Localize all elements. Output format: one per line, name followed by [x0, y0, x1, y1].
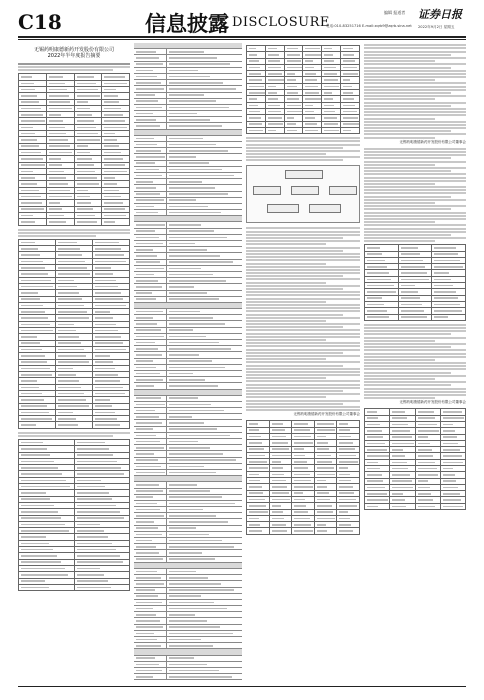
table-cell — [440, 503, 465, 509]
text-line — [246, 380, 360, 382]
text-line — [246, 231, 360, 233]
text-line — [364, 368, 466, 370]
text-line — [364, 73, 466, 75]
text-line — [246, 237, 343, 239]
text-line — [364, 127, 466, 129]
text-line — [364, 186, 466, 188]
table-cell — [390, 503, 415, 509]
table-cell — [269, 528, 292, 534]
table-cell — [93, 422, 130, 428]
table-cell — [19, 584, 75, 590]
text-line — [364, 98, 435, 100]
text-line — [364, 89, 466, 91]
text-line — [364, 228, 466, 230]
text-line — [364, 63, 466, 65]
text-line — [364, 70, 466, 72]
text-line — [364, 177, 466, 179]
text-line — [246, 243, 326, 245]
text-line — [18, 69, 113, 71]
text-line — [246, 390, 343, 392]
text-line — [246, 368, 360, 370]
table-cell — [398, 314, 432, 320]
text-line — [246, 259, 360, 261]
text-line — [246, 387, 360, 389]
text-line — [246, 144, 360, 146]
text-line — [364, 47, 466, 49]
text-line — [364, 102, 466, 104]
issue-date: 2022年9月2日 星期五 — [418, 25, 455, 29]
table-cell — [341, 127, 360, 133]
org-structure-diagram — [246, 165, 360, 223]
column-4 — [364, 43, 466, 680]
text-line — [364, 208, 451, 210]
text-line — [364, 189, 466, 191]
text-line — [246, 282, 326, 284]
text-line — [364, 164, 435, 166]
text-line — [246, 140, 360, 142]
text-line — [364, 154, 466, 156]
text-line — [364, 362, 466, 364]
text-line — [364, 51, 466, 53]
text-line — [364, 60, 435, 62]
text-line — [364, 378, 435, 380]
text-line — [364, 218, 466, 220]
text-line — [246, 396, 326, 398]
text-line — [364, 394, 466, 396]
text-line — [246, 352, 343, 354]
column-1 — [18, 43, 130, 680]
text-line — [364, 224, 466, 226]
text-line — [18, 66, 130, 68]
text-line — [364, 114, 466, 116]
text-line — [246, 227, 360, 229]
text-line — [364, 95, 466, 97]
text-line — [364, 327, 466, 329]
text-line — [364, 151, 466, 153]
text-line — [364, 384, 451, 386]
text-line — [246, 349, 360, 351]
text-line — [246, 342, 360, 344]
table-cell — [303, 127, 322, 133]
text-line — [246, 272, 360, 274]
text-line — [246, 234, 360, 236]
text-line — [246, 240, 360, 242]
text-line — [364, 86, 466, 88]
text-line — [364, 388, 466, 390]
text-line — [364, 202, 435, 204]
text-line — [246, 263, 326, 265]
table-cell — [365, 503, 390, 509]
text-line — [246, 266, 360, 268]
diagram-box — [291, 186, 319, 195]
column-2 — [134, 43, 242, 680]
table-cell — [292, 528, 315, 534]
company-name: 无锡药明康德新药开发股份有限公司 — [33, 47, 114, 53]
text-line — [364, 330, 466, 332]
text-line — [246, 314, 343, 316]
text-line — [364, 391, 466, 393]
text-line — [246, 253, 360, 255]
text-line — [364, 105, 451, 107]
text-line — [18, 432, 130, 434]
text-line — [246, 365, 343, 367]
text-line — [246, 147, 343, 149]
diagram-box — [267, 204, 299, 213]
text-line — [364, 356, 466, 358]
table-cell — [365, 314, 399, 320]
text-line — [364, 324, 466, 326]
text-line — [246, 307, 360, 309]
text-line — [246, 275, 343, 277]
text-line — [364, 121, 466, 123]
notice-table — [364, 244, 466, 321]
text-line — [246, 317, 360, 319]
text-line — [246, 310, 360, 312]
vote-table — [364, 408, 466, 510]
table-row — [134, 674, 242, 680]
text-line — [246, 339, 326, 341]
table-cell — [284, 127, 303, 133]
text-line — [246, 269, 360, 271]
table-cell — [265, 127, 284, 133]
diagram-box — [309, 204, 341, 213]
text-line — [364, 82, 466, 84]
text-line — [364, 212, 466, 214]
header-rule-thin — [18, 39, 466, 40]
newspaper-masthead: 证券日报 — [418, 8, 462, 21]
text-line — [246, 374, 360, 376]
text-line — [364, 92, 451, 94]
text-line — [364, 199, 466, 201]
text-line — [364, 353, 466, 355]
page-number: C18 — [18, 10, 62, 34]
text-line — [364, 44, 466, 46]
page-header — [0, 0, 484, 46]
text-line — [246, 403, 343, 405]
text-line — [246, 336, 360, 338]
text-line — [246, 285, 360, 287]
text-line — [364, 133, 466, 135]
text-line — [364, 137, 435, 139]
text-line — [246, 156, 360, 158]
text-line — [364, 108, 466, 110]
text-line — [364, 375, 466, 377]
signoff: 无锡药明康德新药开发股份有限公司董事会 — [399, 139, 466, 144]
text-line — [364, 205, 466, 207]
text-line — [246, 371, 360, 373]
text-line — [246, 329, 360, 331]
text-line — [246, 320, 326, 322]
text-line — [246, 137, 360, 139]
table-cell — [247, 528, 270, 534]
table-cell — [102, 219, 130, 225]
text-line — [246, 288, 343, 290]
text-line — [364, 381, 466, 383]
text-line — [246, 298, 360, 300]
text-line — [246, 294, 360, 296]
text-line — [364, 111, 466, 113]
text-line — [364, 118, 435, 120]
header-rule-thick — [18, 36, 466, 38]
text-line — [246, 323, 360, 325]
text-line — [246, 377, 326, 379]
text-line — [246, 153, 326, 155]
text-line — [364, 215, 466, 217]
text-line — [364, 397, 435, 399]
text-line — [246, 301, 326, 303]
table-cell — [46, 219, 74, 225]
text-line — [364, 372, 451, 374]
text-line — [246, 304, 360, 306]
text-line — [246, 361, 360, 363]
text-line — [364, 349, 466, 351]
text-line — [364, 170, 451, 172]
text-line — [246, 256, 360, 258]
text-line — [246, 247, 360, 249]
table-cell — [415, 503, 440, 509]
text-line — [246, 400, 360, 402]
text-line — [364, 167, 466, 169]
text-line — [364, 183, 435, 185]
financial-table — [18, 239, 130, 429]
footer-rule — [18, 686, 466, 687]
column-3 — [246, 43, 360, 680]
text-line — [246, 291, 360, 293]
text-line — [364, 343, 466, 345]
text-line — [364, 173, 466, 175]
signoff: 无锡药明康德新药开发股份有限公司董事会 — [293, 412, 360, 417]
text-line — [246, 159, 343, 161]
text-line — [364, 157, 451, 159]
text-line — [364, 346, 451, 348]
section-title: 信息披露 — [145, 11, 229, 36]
contact-info: 电话:010-83251716 E-mail:zqrb9@zqrb.sina.net — [326, 24, 412, 28]
table-cell — [337, 528, 360, 534]
diagram-box — [253, 186, 281, 195]
text-line — [364, 67, 451, 69]
text-line — [364, 76, 466, 78]
text-line — [18, 235, 96, 237]
bond-table — [18, 439, 130, 591]
table-cell — [19, 219, 47, 225]
text-line — [364, 196, 451, 198]
table-cell — [19, 422, 56, 428]
table-cell — [74, 584, 130, 590]
signoff: 无锡药明康德新药开发股份有限公司董事会 — [399, 400, 466, 405]
text-line — [18, 232, 130, 234]
text-line — [364, 161, 466, 163]
text-line — [364, 234, 451, 236]
top-table — [246, 45, 360, 134]
section-title-english: DISCLOSURE — [232, 15, 330, 30]
text-line — [364, 192, 466, 194]
diagram-box — [285, 170, 323, 179]
bottom-table — [246, 420, 360, 534]
text-line — [246, 358, 326, 360]
text-line — [364, 54, 451, 56]
shareholder-table — [18, 73, 130, 225]
text-line — [364, 148, 466, 150]
text-line — [364, 359, 435, 361]
text-line — [364, 180, 466, 182]
text-line — [246, 409, 360, 411]
text-line — [364, 79, 435, 81]
text-line — [246, 345, 360, 347]
table-cell — [74, 219, 102, 225]
text-line — [246, 278, 360, 280]
text-line — [18, 229, 130, 231]
text-line — [364, 237, 466, 239]
text-line — [364, 240, 435, 242]
report-title: 2022年半年度报告摘要 — [47, 53, 101, 59]
table-cell — [314, 528, 337, 534]
table-cell — [247, 127, 266, 133]
text-line — [364, 57, 466, 59]
text-line — [364, 337, 466, 339]
text-line — [246, 333, 360, 335]
text-line — [18, 435, 113, 437]
text-line — [364, 124, 466, 126]
table-cell — [322, 127, 341, 133]
text-line — [246, 250, 343, 252]
table-cell — [56, 422, 93, 428]
text-line — [246, 326, 343, 328]
text-line — [18, 63, 130, 65]
text-line — [364, 340, 435, 342]
text-line — [246, 150, 360, 152]
text-line — [246, 384, 360, 386]
text-line — [246, 406, 360, 408]
text-line — [364, 221, 435, 223]
editor-credit: 编辑 报道者 — [384, 10, 406, 15]
text-line — [364, 130, 451, 132]
text-line — [364, 231, 466, 233]
table-cell — [432, 314, 466, 320]
text-line — [246, 355, 360, 357]
diagram-box — [329, 186, 357, 195]
text-line — [246, 393, 360, 395]
text-line — [364, 333, 451, 335]
text-line — [364, 365, 466, 367]
